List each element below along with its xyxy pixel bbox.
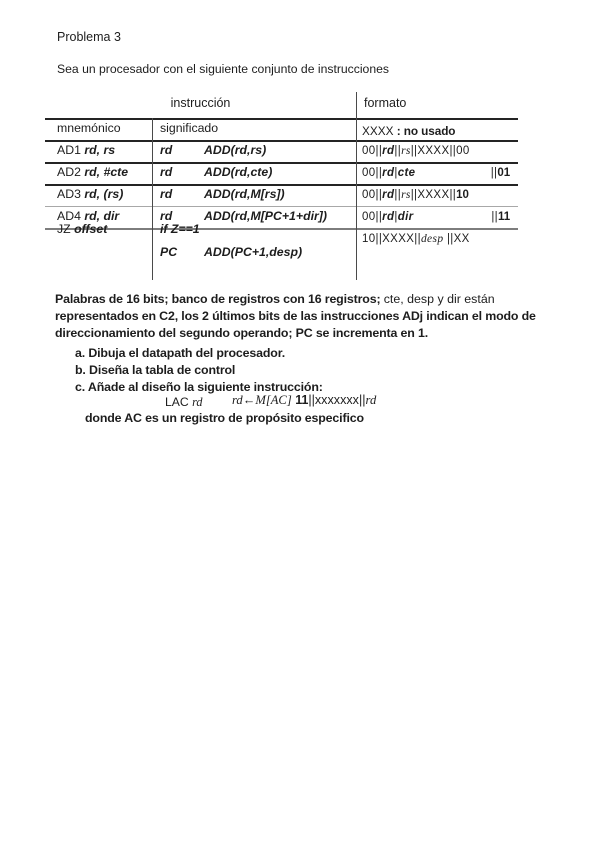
format-text	[362, 233, 470, 245]
text-segment: rd	[192, 395, 203, 409]
text-segment: rd, (rs)	[84, 187, 124, 201]
paragraph-line	[55, 308, 536, 325]
format-cell	[362, 211, 512, 223]
page-title: Problema 3	[57, 30, 121, 44]
table-border-line	[45, 162, 518, 164]
text-segment: cte	[397, 167, 416, 179]
text-segment: ADD(rd,M[PC+1+dir])	[204, 209, 327, 223]
format-cell	[362, 189, 512, 201]
text-segment: representados en C2, los 2 últimos bits de las instrucciones ADj indican el modo de	[55, 309, 536, 323]
table-border-line	[356, 92, 357, 280]
text-segment: rd	[365, 393, 377, 407]
mnemonic-cell	[57, 165, 128, 179]
text-segment: AD3	[57, 187, 85, 201]
intro-text: Sea un procesador con el siguiente conjunto de instrucciones	[57, 62, 389, 76]
task-list	[75, 345, 323, 396]
paragraph-line	[55, 291, 536, 308]
column-header-instruction: instrucción	[170, 96, 231, 110]
text-segment: AD2	[57, 165, 85, 179]
format-text	[362, 145, 470, 157]
footnote: donde AC es un registro de propósito especifico	[85, 411, 364, 425]
column-header-mnemonic: mnemónico	[57, 121, 121, 135]
text-segment: ADD(rd,rs)	[204, 143, 267, 157]
table-border-line	[45, 140, 518, 142]
text-segment: rd	[382, 167, 395, 179]
text-segment: LAC	[165, 395, 193, 409]
text-segment: rd	[160, 143, 173, 157]
list-item-text: Diseña la tabla de control	[89, 363, 236, 377]
text-segment: 10||XXXX||	[362, 233, 421, 245]
text-segment: ||	[394, 145, 402, 157]
text-segment: ||XXXX||	[410, 189, 457, 201]
paragraph-line	[55, 325, 536, 342]
text-segment: 00||	[362, 189, 383, 201]
text-segment: ||	[490, 167, 498, 179]
text-segment: ||	[491, 211, 499, 223]
list-marker: c.	[75, 380, 86, 394]
text-segment: ||XXXX||	[410, 145, 457, 157]
column-header-format: formato	[364, 96, 407, 110]
description-paragraph	[55, 291, 536, 342]
text-segment: rd	[382, 211, 395, 223]
list-item	[75, 345, 323, 362]
text-segment: : no usado	[396, 124, 456, 138]
text-segment: desp	[420, 233, 444, 245]
text-segment: ADD(rd,M[rs])	[204, 187, 285, 201]
format-cell	[362, 145, 512, 157]
column-header-meaning: significado	[160, 121, 219, 135]
format-text	[362, 189, 469, 201]
meaning-cell	[160, 209, 327, 223]
text-segment: rd	[160, 209, 173, 223]
list-item	[75, 362, 323, 379]
meaning-cell	[160, 187, 285, 201]
text-segment: ||XX	[443, 233, 470, 245]
text-segment: dir	[397, 211, 414, 223]
text-segment: rd	[160, 165, 173, 179]
text-segment: rd	[160, 187, 173, 201]
format-cell	[362, 167, 512, 179]
list-item-text: Dibuja el datapath del procesador.	[88, 346, 285, 360]
text-segment: 00||	[362, 145, 383, 157]
table-border-line	[45, 118, 518, 120]
text-segment: 00	[456, 145, 470, 157]
list-marker: b.	[75, 363, 86, 377]
meaning-cell	[160, 143, 266, 157]
text-segment: AD1	[57, 143, 85, 157]
format-text	[362, 167, 415, 179]
mnemonic-cell	[57, 143, 115, 157]
text-segment: rd, #cte	[84, 165, 129, 179]
text-segment: JZ	[57, 222, 75, 236]
mnemonic-cell	[57, 222, 107, 236]
text-segment: rd	[382, 145, 395, 157]
text-segment: 10	[456, 189, 469, 201]
text-segment: offset	[74, 222, 108, 236]
lac-instruction-formula	[232, 393, 376, 408]
format-note	[362, 124, 455, 138]
text-segment: rd	[382, 189, 395, 201]
text-segment: 11	[498, 211, 510, 223]
meaning-cell	[160, 165, 272, 179]
format-tail	[491, 211, 510, 223]
text-segment: ||xxxxxxx||	[308, 393, 366, 407]
table-border-line	[152, 118, 153, 280]
meaning-cell	[160, 222, 200, 236]
text-segment: |	[394, 167, 398, 179]
list-item-text: Añade al diseño la siguiente instrucción:	[87, 380, 323, 394]
table-border-line	[45, 228, 518, 230]
text-segment: rd	[232, 393, 243, 407]
lac-instruction-label	[165, 395, 203, 410]
format-cell	[362, 233, 512, 245]
text-segment: rd, rs	[84, 143, 116, 157]
text-segment: if Z==1	[160, 222, 200, 236]
instruction-table	[45, 90, 518, 285]
format-text	[362, 211, 413, 223]
list-marker: a.	[75, 346, 86, 360]
text-segment: AD4	[57, 209, 85, 223]
mnemonic-cell	[57, 187, 123, 201]
text-segment: ADD(rd,cte)	[204, 165, 273, 179]
text-segment: ||	[394, 189, 402, 201]
text-segment: 01	[497, 167, 510, 179]
mnemonic-cell	[57, 209, 119, 223]
table-border-line	[45, 206, 518, 207]
meaning-cell	[160, 245, 302, 259]
text-segment: 00||	[362, 167, 383, 179]
format-tail	[491, 167, 510, 179]
text-segment: rs	[401, 189, 411, 201]
text-segment: M[AC]	[255, 393, 292, 407]
text-segment: rd, dir	[84, 209, 120, 223]
text-segment: rs	[401, 145, 411, 157]
text-segment: 11	[295, 393, 309, 407]
text-segment: cte, desp y dir están	[383, 292, 495, 306]
text-segment: PC	[160, 245, 178, 259]
text-segment: XXXX	[362, 124, 397, 138]
text-segment: |	[394, 211, 398, 223]
table-border-line	[45, 184, 518, 186]
text-segment: ADD(PC+1,desp)	[204, 245, 303, 259]
text-segment: direccionamiento del segundo operando; PC se incrementa en 1.	[55, 326, 428, 340]
text-segment: ←	[242, 393, 256, 407]
text-segment: Palabras de 16 bits; banco de registros con 16 registros;	[55, 292, 384, 306]
text-segment: 00||	[362, 211, 383, 223]
